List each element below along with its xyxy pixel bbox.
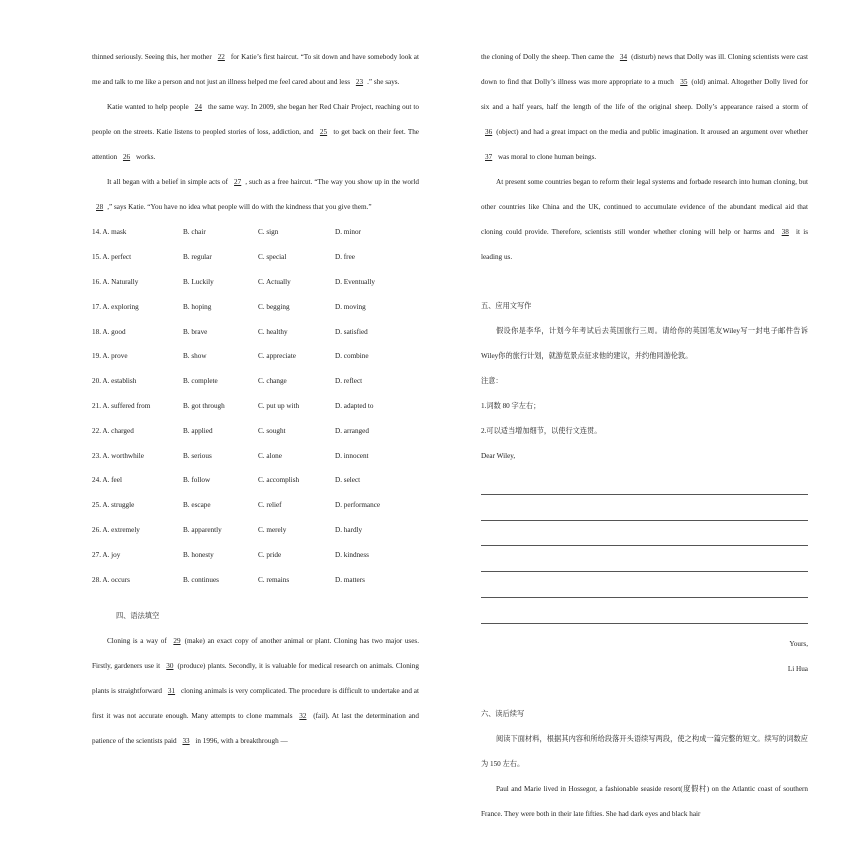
passage-text: the cloning of Dolly the sheep. Then came the (481, 53, 616, 61)
section-four-title: 四、语法填空 (116, 611, 160, 620)
left-column (92, 45, 419, 754)
option-d: D. adapted to (335, 401, 374, 410)
option-d: D. free (335, 253, 355, 262)
grammar-paragraph-continued (481, 45, 808, 170)
writing-line[interactable] (481, 495, 808, 521)
passage-text: (disturb) news that Dolly was ill. Cloning scientists were cast down to find that Dolly’s illness was more appropriate to a much (481, 53, 808, 86)
option-b: B. apparently (183, 525, 222, 534)
option-d: D. moving (335, 302, 366, 311)
note-item: 1.词数 80 字左右； (481, 402, 541, 410)
option-d: D. select (335, 476, 361, 485)
writing-line[interactable] (481, 469, 808, 495)
passage-text: , such as a free haircut. “The way you show up in the world (245, 178, 419, 186)
option-b: B. follow (183, 476, 211, 485)
answer-blank[interactable]: 22 (217, 53, 225, 61)
writing-line[interactable] (481, 521, 808, 547)
option-b: B. applied (183, 426, 213, 435)
note-label: 注意： (481, 377, 503, 385)
option-c: C. accomplish (258, 476, 300, 485)
option-d: D. arranged (335, 426, 369, 435)
option-d: D. performance (335, 501, 381, 510)
passage-text: (make) an exact copy of another animal or plant. Cloning has two major uses. Firstly, gardeners use it (92, 636, 420, 670)
option-row (92, 542, 419, 567)
grammar-paragraph (92, 629, 419, 754)
option-c: C. relief (258, 501, 282, 510)
passage-text: was moral to clone human beings. (496, 153, 597, 161)
option-a: 26. A. extremely (92, 525, 140, 534)
note-item: 2.可以适当增加细节，以使行文连贯。 (481, 427, 602, 435)
answer-blank[interactable]: 24 (194, 103, 202, 111)
answer-blank[interactable]: 23 (355, 78, 364, 86)
option-a: 17. A. exploring (92, 302, 139, 311)
section-six-prompt: 阅读下面材料，根据其内容和所给段落开头语续写两段，使之构成一篇完整的短文。续写的词数应为 150 左右。 (481, 734, 808, 768)
option-row (92, 443, 419, 468)
passage-text: thinned seriously. Seeing this, her mother (92, 53, 214, 61)
answer-blank[interactable]: 38 (781, 228, 789, 236)
option-row (92, 518, 419, 543)
option-b: B. Luckily (183, 277, 214, 286)
option-a: 16. A. Naturally (92, 277, 139, 286)
answer-blank[interactable]: 36 (485, 128, 493, 136)
salutation: Dear Wiley, (481, 452, 516, 460)
answer-blank[interactable]: 35 (680, 78, 688, 86)
option-c: C. change (258, 377, 287, 386)
option-d: D. hardly (335, 525, 363, 534)
option-a: 22. A. charged (92, 426, 134, 435)
option-b: B. hoping (183, 302, 212, 311)
passage-text: (produce) plants. Secondly, it is valuable for medical research on animals. Cloning plants is straightforward (92, 661, 419, 695)
answer-blank[interactable]: 30 (166, 661, 174, 670)
passage-paragraph (92, 95, 419, 170)
option-a: 28. A. occurs (92, 575, 130, 584)
closing: Yours, (789, 639, 808, 648)
option-c: C. healthy (258, 327, 288, 336)
option-d: D. satisfied (335, 327, 368, 336)
option-a: 20. A. establish (92, 377, 137, 386)
answer-blank[interactable]: 33 (182, 736, 190, 745)
option-c: C. put up with (258, 401, 300, 410)
option-a: 27. A. joy (92, 550, 121, 559)
answer-blank[interactable]: 27 (234, 178, 242, 186)
option-row (92, 468, 419, 493)
option-d: D. Eventually (335, 277, 375, 286)
option-a: 18. A. good (92, 327, 126, 336)
option-c: C. alone (258, 451, 282, 460)
option-d: D. innocent (335, 451, 369, 460)
option-b: B. continues (183, 575, 219, 584)
option-c: C. sought (258, 426, 286, 435)
passage-text: (fail). At last the determination and patience of the scientists paid (92, 711, 419, 745)
option-b: B. honesty (183, 550, 214, 559)
option-d: D. matters (335, 575, 365, 584)
option-b: B. regular (183, 253, 212, 262)
option-c: C. merely (258, 525, 287, 534)
answer-blank[interactable]: 31 (167, 686, 176, 695)
option-b: B. chair (183, 228, 206, 237)
writing-line[interactable] (481, 572, 808, 598)
option-d: D. combine (335, 352, 369, 361)
option-row (92, 319, 419, 344)
answer-blank[interactable]: 25 (319, 128, 328, 136)
answer-blank[interactable]: 32 (299, 711, 307, 720)
passage-text: the same way. In 2009, she began her Red Chair Project, reaching out to people on the streets. Katie listens to peopled stories of loss, addiction, and (92, 103, 419, 136)
passage-text: for Katie’s first haircut. “To sit down and have somebody look at me and talk to me like a person and not just an illness helped me feel cared about and less (92, 53, 419, 86)
passage-paragraph (92, 170, 419, 220)
passage-text: in 1996, with a breakthrough — (193, 736, 288, 745)
option-c: C. begging (258, 302, 290, 311)
passage-text: It all began with a belief in simple acts of (107, 178, 231, 186)
option-row (92, 245, 419, 270)
passage-text: ,” says Katie. “You have no idea what people will do with the kindness that you give them.” (107, 203, 372, 211)
option-c: C. Actually (258, 277, 291, 286)
answer-blank[interactable]: 28 (96, 203, 104, 211)
option-row (92, 394, 419, 419)
option-row (92, 567, 419, 592)
option-b: B. got through (183, 401, 225, 410)
option-c: C. pride (258, 550, 282, 559)
option-row (92, 270, 419, 295)
writing-lines[interactable] (481, 469, 808, 624)
answer-blank[interactable]: 34 (619, 53, 628, 61)
answer-blank[interactable]: 26 (122, 153, 131, 161)
answer-blank[interactable]: 37 (485, 153, 493, 161)
passage-text: it is leading us. (481, 228, 808, 261)
option-row (92, 493, 419, 518)
grammar-paragraph-2 (481, 170, 808, 270)
option-c: C. special (258, 253, 287, 262)
passage-text: Cloning is a way of (107, 636, 170, 645)
right-column (481, 45, 808, 827)
answer-blank[interactable]: 29 (173, 636, 181, 645)
option-row (92, 418, 419, 443)
story-paragraph: Paul and Marie lived in Hossegor, a fashionable seaside resort(度假村) on the Atlantic coast of southern France. They were both in their late fifties. She had dark eyes and black hair (481, 784, 808, 818)
section-five-title: 五、应用文写作 (481, 302, 532, 310)
option-row (92, 344, 419, 369)
option-row (92, 294, 419, 319)
passage-text: .” she says. (367, 78, 400, 86)
passage-text: (object) and had a great impact on the media and public imagination. It aroused an argument over whether (496, 128, 808, 136)
option-c: C. sign (258, 228, 279, 237)
option-row (92, 220, 419, 245)
option-a: 24. A. feel (92, 476, 122, 485)
options-table (92, 220, 419, 592)
signature: Li Hua (787, 664, 808, 673)
passage-text: to get back on their feet. The attention (92, 128, 419, 161)
option-b: B. escape (183, 501, 211, 510)
writing-line[interactable] (481, 546, 808, 572)
option-a: 19. A. prove (92, 352, 128, 361)
passage-text: Katie wanted to help people (107, 103, 191, 111)
option-a: 25. A. struggle (92, 501, 135, 510)
passage-text: cloning animals is very complicated. The procedure is difficult to undertake and at first it was not accurate enough. Many attempts to clone mammals (92, 686, 419, 720)
option-b: B. complete (183, 377, 218, 386)
passage-text: (old) animal. Altogether Dolly lived for six and a half years, half the length of the life of the original sheep. Dolly’s appearance raised a storm of (481, 78, 809, 111)
option-a: 15. A. perfect (92, 253, 132, 262)
option-a: 23. A. worthwhile (92, 451, 144, 460)
passage-text: works. (134, 153, 156, 161)
option-a: 21. A. suffered from (92, 401, 151, 410)
option-d: D. reflect (335, 377, 363, 386)
passage-text: At present some countries began to reform their legal systems and forbade research into human cloning, but other countries like China and the UK, continued to accumulate evidence of the abundant medical aid that cloning could provide. Therefore, scientists still wonder whether cloning will help or harms and (481, 178, 808, 236)
section-six-title: 六、读后续写 (481, 709, 525, 718)
option-b: B. show (183, 352, 207, 361)
option-d: D. kindness (335, 550, 369, 559)
option-d: D. minor (335, 228, 361, 237)
option-b: B. serious (183, 451, 212, 460)
option-row (92, 369, 419, 394)
option-b: B. brave (183, 327, 208, 336)
writing-line[interactable] (481, 598, 808, 624)
option-c: C. remains (258, 575, 290, 584)
option-a: 14. A. mask (92, 228, 127, 237)
option-c: C. appreciate (258, 352, 296, 361)
passage-paragraph (92, 45, 419, 95)
section-five-prompt: 假设你是李华，计划今年考试后去英国旅行三周。请给你的英国笔友Wiley写一封电子邮件告诉Wiley你的旅行计划，就游览景点征求他的建议，并约他同游伦敦。 (481, 327, 808, 360)
